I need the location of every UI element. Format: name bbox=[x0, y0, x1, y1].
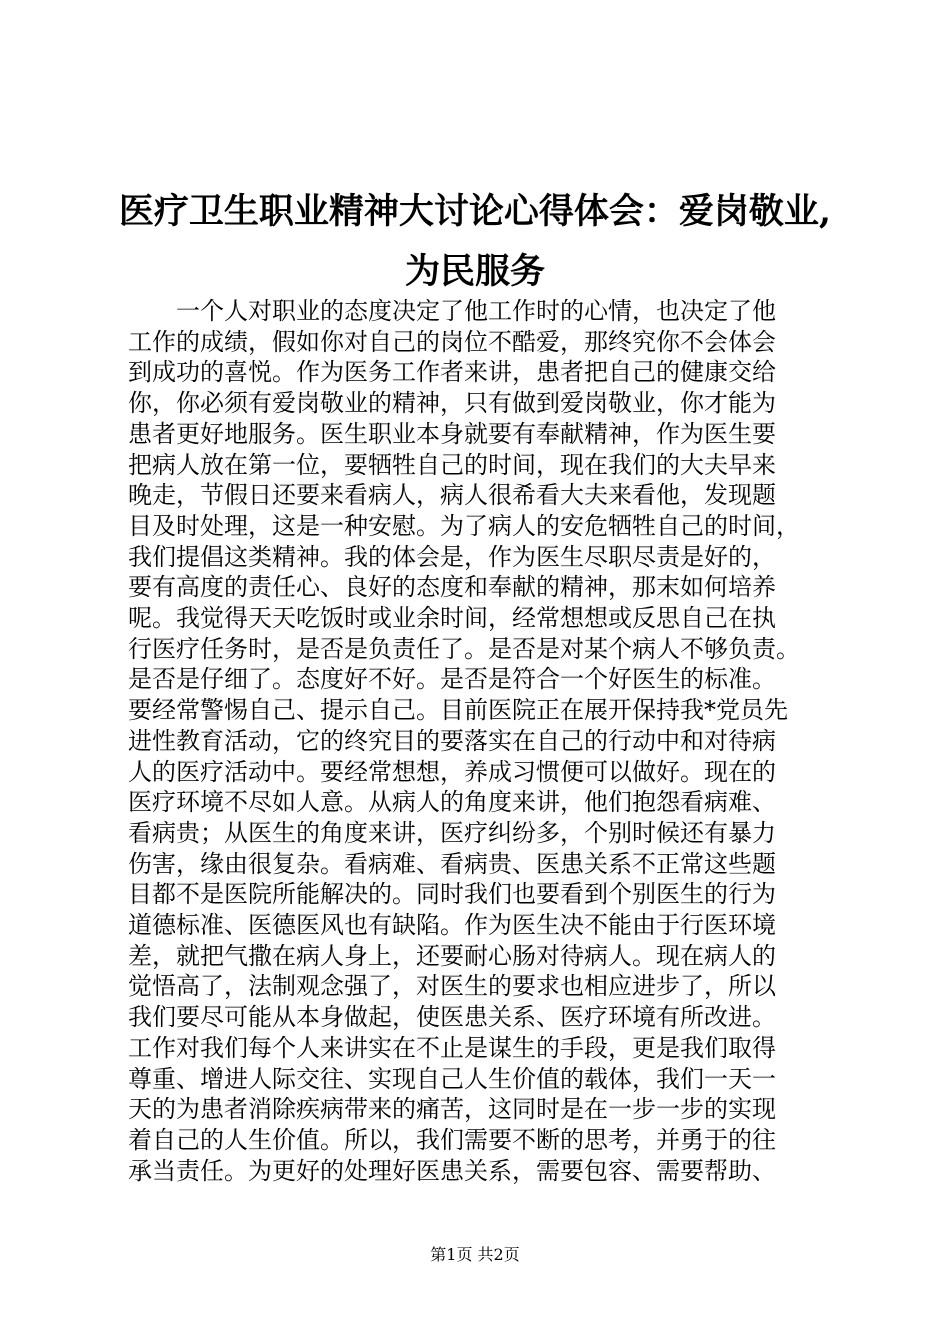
body-line: 伤害，缘由很复杂。看病难、看病贵、医患关系不正常这些题 bbox=[128, 849, 776, 878]
body-line: 目及时处理，这是一种安慰。为了病人的安危牺牲自己的时间， bbox=[128, 511, 800, 540]
body-line: 医疗环境不尽如人意。从病人的角度来讲，他们抱怨看病难、 bbox=[128, 788, 776, 817]
body-line: 人的医疗活动中。要经常想想，养成习惯便可以做好。现在的 bbox=[128, 757, 776, 786]
body-line: 要经常警惕自己、提示自己。目前医院正在展开保持我*党员先 bbox=[128, 696, 788, 725]
title-line: 为民服务 bbox=[404, 251, 545, 292]
body-line: 患者更好地服务。医生职业本身就要有奉献精神，作为医生要 bbox=[128, 419, 776, 448]
body-line: 目都不是医院所能解决的。同时我们也要看到个别医生的行为 bbox=[128, 880, 776, 909]
body-line: 觉悟高了，法制观念强了，对医生的要求也相应进步了，所以 bbox=[128, 972, 776, 1001]
body-line: 我们提倡这类精神。我的体会是，作为医生尽职尽责是好的， bbox=[128, 542, 776, 571]
body-line: 着自己的人生价值。所以，我们需要不断的思考，并勇于的往 bbox=[128, 1125, 776, 1154]
document-body bbox=[128, 296, 858, 1186]
title-line: 医疗卫生职业精神大讨论心得体会：爱岗敬业, bbox=[118, 191, 832, 232]
body-line: 差，就把气撒在病人身上，还要耐心肠对待病人。现在病人的 bbox=[128, 941, 776, 970]
body-line: 行医疗任务时，是否是负责任了。是否是对某个病人不够负责。 bbox=[128, 634, 800, 663]
body-line: 把病人放在第一位，要牺牲自己的时间，现在我们的大夫早来 bbox=[128, 450, 776, 479]
body-line: 到成功的喜悦。作为医务工作者来讲，患者把自己的健康交给 bbox=[128, 358, 776, 387]
body-line: 尊重、增进人际交往、实现自己人生价值的载体，我们一天一 bbox=[128, 1064, 776, 1093]
page-number-footer: 第1页 共2页 bbox=[430, 1245, 520, 1264]
document-title bbox=[100, 182, 850, 302]
body-line: 天的为患者消除疾病带来的痛苦，这同时是在一步一步的实现 bbox=[128, 1095, 776, 1124]
body-line: 道德标准、医德医风也有缺陷。作为医生决不能由于行医环境 bbox=[128, 911, 776, 940]
body-line: 你，你必须有爱岗敬业的精神，只有做到爱岗敬业，你才能为 bbox=[128, 389, 776, 418]
body-line: 呢。我觉得天天吃饭时或业余时间，经常想想或反思自己在执 bbox=[128, 604, 776, 633]
body-line: 工作的成绩，假如你对自己的岗位不酷爱，那终究你不会体会 bbox=[128, 327, 776, 356]
body-line: 进性教育活动，它的终究目的要落实在自己的行动中和对待病 bbox=[128, 726, 776, 755]
body-line: 要有高度的责任心、良好的态度和奉献的精神，那末如何培养 bbox=[128, 573, 776, 602]
body-line: 一个人对职业的态度决定了他工作时的心情，也决定了他 bbox=[128, 297, 776, 325]
body-line: 看病贵；从医生的角度来讲，医疗纠纷多，个别时候还有暴力 bbox=[128, 818, 776, 847]
body-line: 工作对我们每个人来讲实在不止是谋生的手段，更是我们取得 bbox=[128, 1033, 776, 1062]
body-line: 晚走，节假日还要来看病人，病人很希看大夫来看他，发现题 bbox=[128, 481, 776, 510]
body-line: 是否是仔细了。态度好不好。是否是符合一个好医生的标准。 bbox=[128, 665, 776, 694]
body-line: 我们要尽可能从本身做起，使医患关系、医疗环境有所改进。 bbox=[128, 1003, 776, 1032]
body-line: 承当责任。为更好的处理好医患关系，需要包容、需要帮助、 bbox=[128, 1156, 776, 1185]
